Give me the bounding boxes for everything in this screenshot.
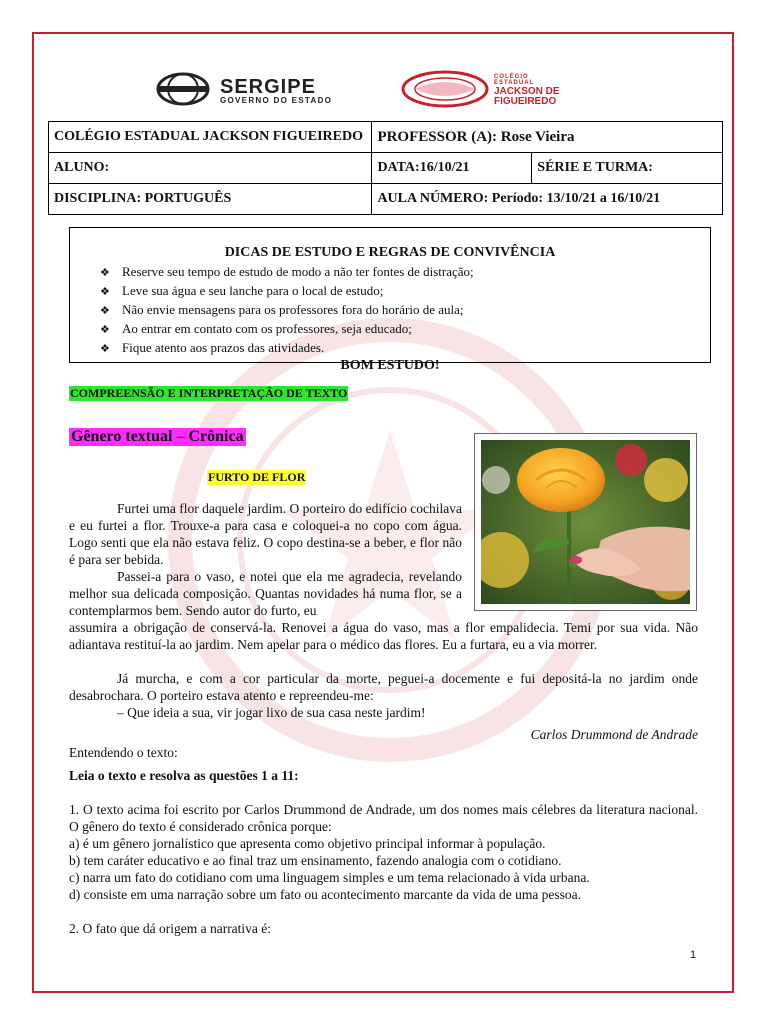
- study-tips-box: [69, 227, 711, 373]
- question-1: 1. O texto acima foi escrito por Carlos Drummond de Andrade, um dos nomes mais célebres da literatura nacional. O gênero do texto é considerado crônica porque:: [69, 802, 698, 834]
- story-paragraph-3: Já murcha, e com a cor particular da morte, peguei-a docemente e fui depositá-la no jardim onde desabrochara. O porteiro estava atento e repreendeu-me:: [69, 671, 698, 703]
- tip-text: Reserve seu tempo de estudo de modo a não ter fontes de distração;: [122, 264, 474, 279]
- story-paragraph-2b: assumira a obrigação de conservá-la. Renovei a água do vaso, mas a flor empalidecia. Temi por sua vida. Não adiantava restituí-la ao jardim. Nem apelar para o médico das flores. Eu a furtara, eu a via morrer.: [69, 620, 698, 652]
- disciplina-cell: DISCIPLINA: PORTUGUÊS: [49, 184, 372, 215]
- sergipe-text: SERGIPE: [220, 76, 316, 98]
- q1-option-b: b) tem caráter educativo e ao final traz um ensinamento, fazendo analogia com o cotidiano.: [69, 853, 562, 868]
- tips-list: [100, 263, 710, 358]
- tips-title: DICAS DE ESTUDO E REGRAS DE CONVIVÊNCIA: [224, 245, 556, 260]
- aluno-cell: ALUNO:: [49, 153, 372, 184]
- header-logos: [156, 70, 596, 110]
- q1-option-c: c) narra um fato do cotidiano com uma linguagem simples e um tema relacionado à vida urbana.: [69, 870, 590, 885]
- list-item: [100, 301, 710, 320]
- header-table: [48, 121, 723, 215]
- diamond-bullet-icon: ❖: [100, 286, 110, 298]
- questions-intro: Entendendo o texto:: [69, 745, 178, 760]
- school-seal-icon: [400, 70, 490, 108]
- diamond-bullet-icon: ❖: [100, 343, 110, 355]
- story-paragraph-4: – Que ideia a sua, vir jogar lixo de sua casa neste jardim!: [117, 705, 426, 720]
- diamond-bullet-icon: ❖: [100, 305, 110, 317]
- list-item: [100, 339, 710, 358]
- section-label: COMPREENSÃO E INTERPRETAÇÃO DE TEXTO: [70, 386, 348, 400]
- sergipe-logo: [220, 78, 332, 105]
- school-logo: [494, 74, 590, 107]
- questions-instruction: Leia o texto e resolva as questões 1 a 11:: [69, 768, 299, 783]
- school-name-cell: COLÉGIO ESTADUAL JACKSON FIGUEIREDO: [49, 122, 372, 153]
- story-title: FURTO DE FLOR: [208, 470, 306, 484]
- estadual-text: ESTADUAL: [494, 80, 535, 86]
- aula-cell: AULA NÚMERO: Período: 13/10/21 a 16/10/21: [372, 184, 723, 215]
- figueiredo-text: FIGUEIREDO: [494, 96, 557, 107]
- serie-cell: SÉRIE E TURMA:: [532, 153, 723, 184]
- governo-text: GOVERNO DO ESTADO: [220, 96, 333, 105]
- colegio-text: COLÉGIO: [494, 74, 529, 80]
- tip-text: Fique atento aos prazos das atividades.: [122, 340, 325, 355]
- diamond-bullet-icon: ❖: [100, 324, 110, 336]
- story-paragraph-2a: Passei-a para o vaso, e notei que ela me agradecia, revelando melhor sua delicada composição. Quantas novidades há numa flor, se a contemplarmos bem. Sendo autor do furto, eu: [69, 569, 462, 618]
- tips-closing: BOM ESTUDO!: [340, 358, 440, 373]
- jackson-text: JACKSON DE: [494, 86, 560, 97]
- story-author: Carlos Drummond de Andrade: [530, 727, 698, 742]
- rose-photo: [474, 433, 697, 611]
- diamond-bullet-icon: ❖: [100, 267, 110, 279]
- list-item: [100, 320, 710, 339]
- rose-image: [481, 440, 690, 604]
- list-item: [100, 282, 710, 301]
- q1-option-d: d) consiste em uma narração sobre um fato ou acontecimento marcante da vida de uma pessoa.: [69, 887, 582, 902]
- state-seal-icon: [156, 72, 210, 106]
- data-cell: DATA:16/10/21: [372, 153, 532, 184]
- genre-heading: Gênero textual – Crônica: [71, 428, 244, 445]
- list-item: [100, 263, 710, 282]
- question-2: 2. O fato que dá origem a narrativa é:: [69, 921, 272, 936]
- tip-text: Ao entrar em contato com os professores, seja educado;: [122, 321, 412, 336]
- tip-text: Leve sua água e seu lanche para o local de estudo;: [122, 283, 384, 298]
- professor-cell: PROFESSOR (A): Rose Vieira: [372, 122, 723, 153]
- page-number: 1: [690, 949, 697, 961]
- q1-option-a: a) é um gênero jornalístico que apresenta como objetivo principal informar à população.: [69, 836, 546, 851]
- tip-text: Não envie mensagens para os professores fora do horário de aula;: [122, 302, 464, 317]
- story-paragraph-1: Furtei uma flor daquele jardim. O porteiro do edifício cochilava e eu furtei a flor. Trouxe-a para casa e coloquei-a no copo com água. Logo senti que ela não estava feliz. O copo destina-se a beber, e flor não é para ser bebida.: [69, 501, 462, 567]
